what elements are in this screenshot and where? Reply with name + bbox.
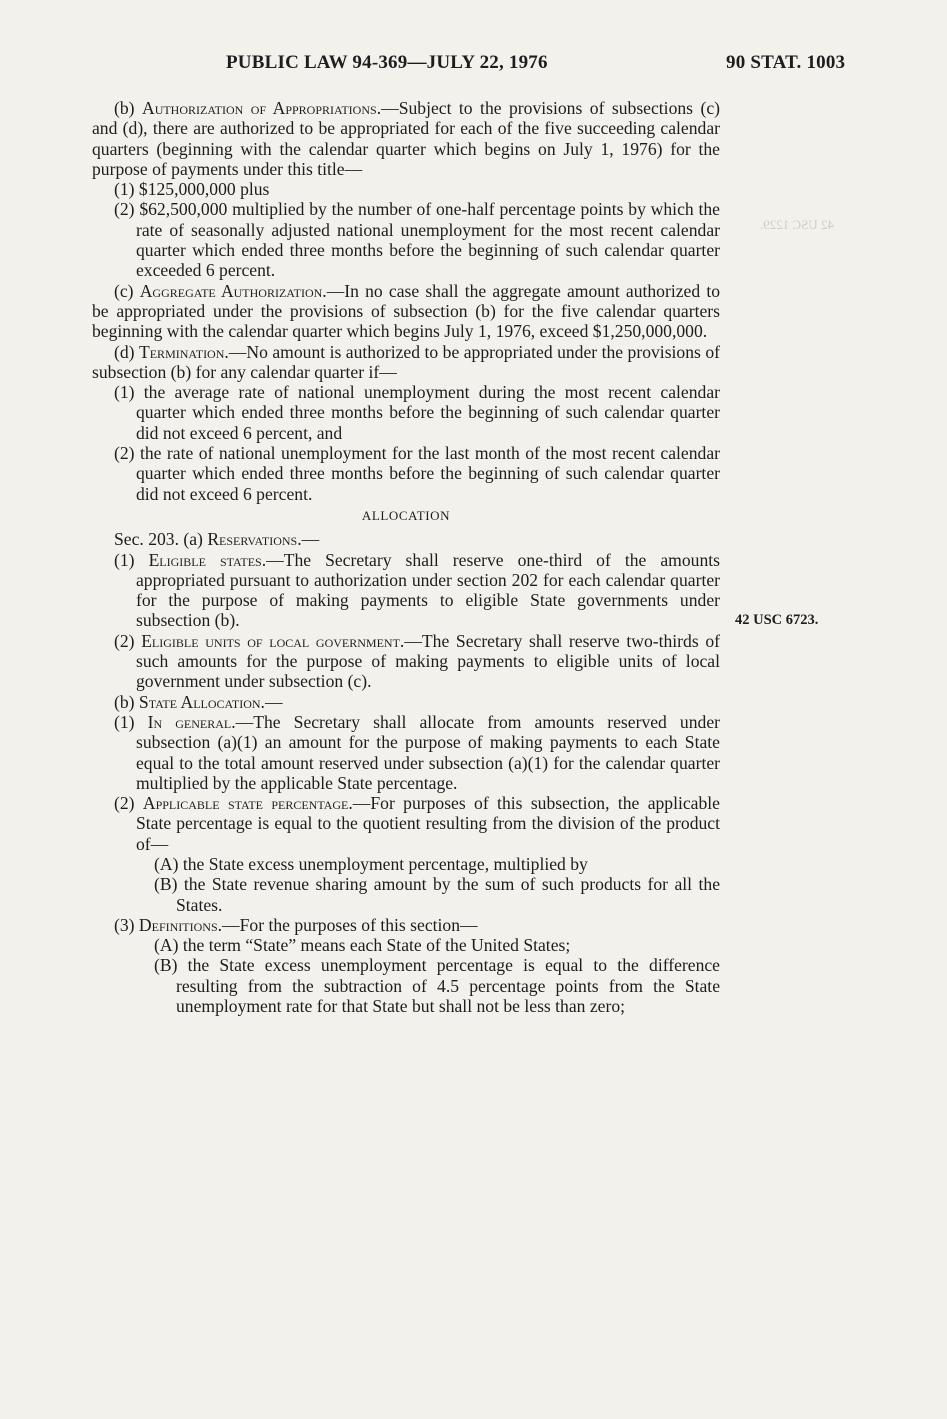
paragraph-b (92, 98, 720, 179)
page-header (0, 46, 947, 80)
paragraph-c (92, 281, 720, 342)
paragraph-text: —For the purposes of this section— (222, 914, 478, 935)
paragraph-heading: Eligible units of local government. (141, 630, 405, 651)
paragraph-heading: Reservations. (207, 529, 302, 550)
paragraph-label: (1) (114, 711, 148, 732)
statute-page-number: 90 STAT. 1003 (726, 52, 846, 73)
paragraph-d1: (1) the average rate of national unemployment during the most recent calendar quarter which ended three months before the beginning of such calendar quarter did not exceed 6 percent, and (114, 382, 720, 443)
paragraph-heading: State Allocation. (138, 691, 265, 712)
paragraph-sb1 (92, 712, 720, 793)
section-heading-allocation: ALLOCATION (361, 507, 451, 523)
paragraph-sb2B: (B) the State revenue sharing amount by the sum of such products for all the States. (154, 874, 720, 915)
paragraph-heading: Applicable state percentage. (142, 793, 353, 814)
paragraph-d (92, 342, 720, 383)
paragraph-text: —Subject to the provisions of subsections (c) and (d), there are authorized to be appropriated for each of the five succeeding calendar quarters (beginning with the calendar quarter which begins on July 1, 1976) for the purpose of payments under this title— (92, 98, 720, 179)
paragraph-label: (b) (114, 98, 142, 118)
section-203-heading (92, 529, 720, 549)
paragraph-d2: (2) the rate of national unemployment for the last month of the most recent calendar quarter which ended three months before the beginning of such calendar quarter did not exceed 6 percent. (114, 443, 720, 504)
paragraph-dash: — (264, 691, 283, 712)
paragraph-label: (b) (114, 691, 139, 712)
paragraph-text: —The Secretary shall reserve one-third of the amounts appropriated pursuant to authorization under section 202 for each calendar quarter for the purpose of making payments to eligible State governments under subsection (b). (136, 549, 720, 631)
document-body (92, 98, 720, 1016)
paragraph-label: (1) (114, 549, 149, 570)
paragraph-heading: In general. (147, 711, 236, 732)
paragraph-label: (3) (114, 914, 139, 935)
paragraph-text: —No amount is authorized to be appropriated under the provisions of subsection (b) for any calendar quarter if— (92, 341, 720, 382)
paragraph-b1: (1) $125,000,000 plus (114, 179, 270, 200)
paragraph-heading: Eligible states. (148, 549, 267, 570)
paragraph-text: —The Secretary shall reserve two-thirds of such amounts for the purpose of making payments to eligible units of local government under subsection (c). (136, 630, 720, 692)
paragraph-heading: Aggregate Authorization. (139, 280, 327, 301)
paragraph-b2: (2) $62,500,000 multiplied by the number of one-half percentage points by which the rate of seasonally adjusted national unemployment for the most recent calendar quarter which ended three months before the beginning of such calendar quarter exceeded 6 percent. (114, 199, 720, 281)
paragraph-sb2 (92, 793, 720, 854)
paragraph-label: (c) (114, 280, 140, 301)
paragraph-text: —For purposes of this subsection, the applicable State percentage is equal to the quotient resulting from the division of the product of— (136, 793, 720, 854)
paragraph-sb3 (92, 915, 720, 935)
paragraph-a1 (92, 550, 720, 631)
paragraph-text: —The Secretary shall allocate from amounts reserved under subsection (a)(1) an amount for the purpose of making payments to each State equal to the total amount reserved under subsection (a)(1) for the calendar quarter multiplied by the applicable State percentage. (136, 711, 720, 793)
paragraph-heading: Termination. (138, 341, 229, 362)
paragraph-text: —In no case shall the aggregate amount authorized to be appropriated under the provisions of subsection (b) for the five calendar quarters beginning with the calendar quarter which begins July 1, 1976, exceed $1,250,000,000. (92, 280, 720, 342)
page-header-title: PUBLIC LAW 94-369—JULY 22, 1976 (226, 52, 548, 73)
paragraph-label: (2) (114, 630, 142, 651)
paragraph-sb3B: (B) the State excess unemployment percentage is equal to the difference resulting from the subtraction of 4.5 percentage points from the State unemployment rate for that State but shall not be less than zero; (154, 955, 720, 1017)
paragraph-a2 (92, 631, 720, 692)
bleed-through-text: 42 USC 1229. (760, 217, 835, 232)
paragraph-sb3A: (A) the term “State” means each State of the United States; (154, 935, 571, 956)
section-label: Sec. 203. (a) (114, 529, 208, 550)
paragraph-label: (2) (114, 793, 143, 814)
margin-citation: 42 USC 6723. (735, 612, 819, 628)
paragraph-heading: Definitions. (138, 914, 223, 935)
paragraph-heading: Authorization of Appropriations. (141, 98, 382, 118)
paragraph-sb2A: (A) the State excess unemployment percentage, multiplied by (154, 853, 588, 874)
paragraph-label: (d) (114, 341, 139, 362)
paragraph-state-allocation (92, 692, 720, 712)
paragraph-dash: — (301, 529, 320, 550)
